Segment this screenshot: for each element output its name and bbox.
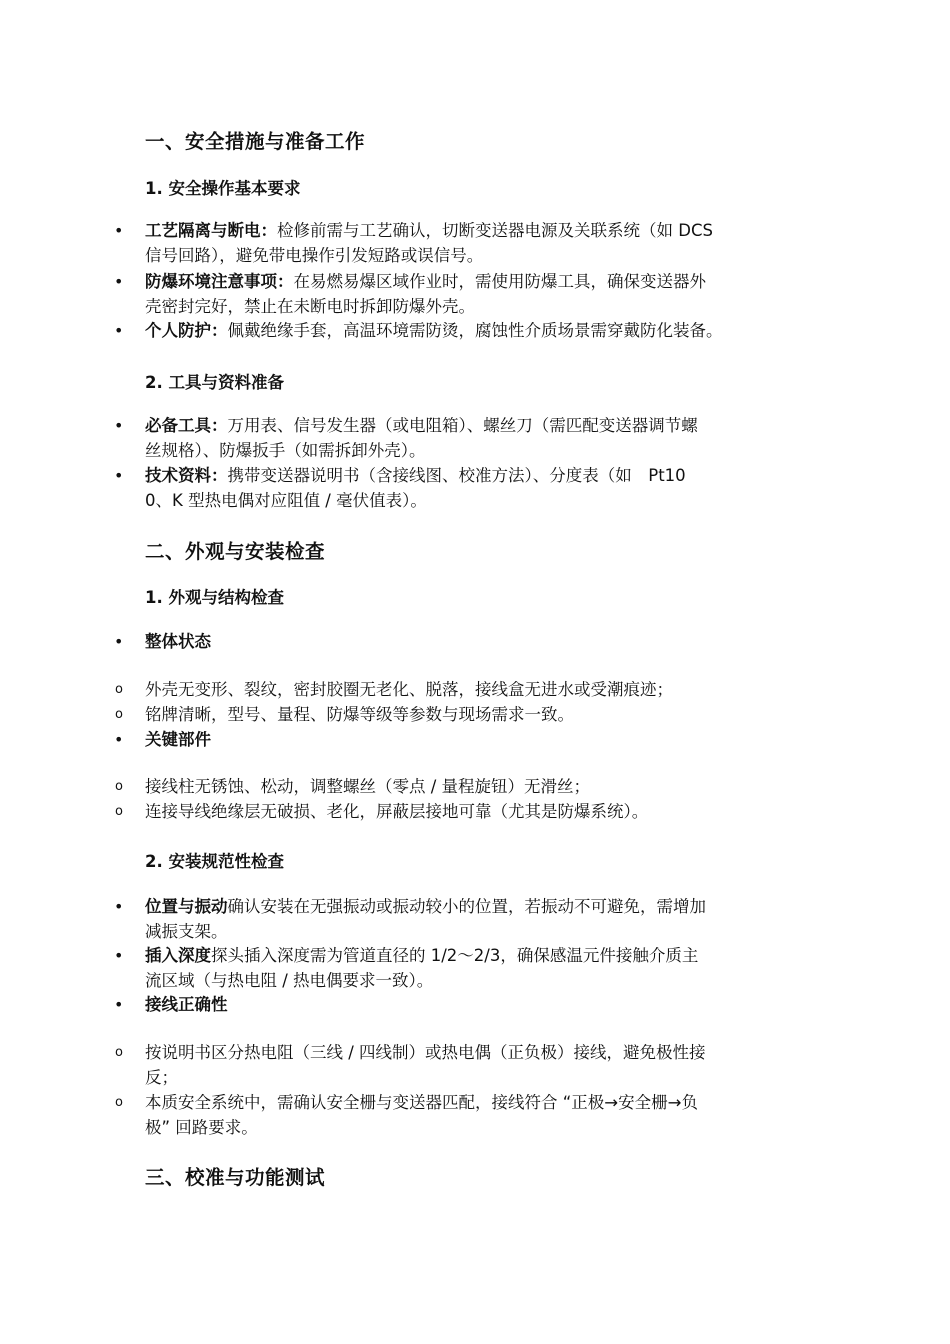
bullet-icon: •	[114, 466, 124, 485]
item-text: 携带变送器说明书（含接线图、校准方法）、分度表（如 Pt10	[227, 466, 686, 485]
list-item: 外壳无变形、裂纹，密封胶圈无老化、脱落，接线盒无进水或受潮痕迹；	[145, 680, 673, 699]
item-text: 在易燃易爆区域作业时，需使用防爆工具，确保变送器外	[293, 272, 706, 291]
group-heading: 关键部件	[145, 730, 211, 749]
item-label: 必备工具：	[145, 416, 228, 435]
list-item	[145, 414, 815, 463]
list-item	[145, 464, 815, 513]
sub-bullet-icon: o	[115, 1045, 123, 1060]
sub-bullet-icon: o	[115, 804, 123, 819]
item-label: 防爆环境注意事项：	[145, 272, 294, 291]
list-item	[145, 1041, 815, 1090]
item-label: 技术资料：	[145, 466, 228, 485]
item-text: 本质安全系统中，需确认安全栅与变送器匹配，接线符合 “正极→安全栅→负	[145, 1093, 698, 1112]
bullet-icon: •	[114, 272, 124, 291]
item-text: 减振支架。	[145, 921, 228, 941]
item-text: 检修前需与工艺确认，切断变送器电源及关联系统（如 DCS	[277, 221, 713, 240]
sub-bullet-icon: o	[115, 1095, 123, 1110]
item-text: 探头插入深度需为管道直径的 1/2～2/3，确保感温元件接触介质主	[211, 946, 699, 965]
item-label: 个人防护：	[145, 321, 228, 340]
bullet-icon: •	[114, 946, 124, 965]
list-item: 铭牌清晰，型号、量程、防爆等级等参数与现场需求一致。	[145, 705, 574, 724]
bullet-icon: •	[114, 416, 124, 435]
item-label: 插入深度	[145, 946, 211, 965]
list-item: 接线柱无锈蚀、松动，调整螺丝（零点 / 量程旋钮）无滑丝；	[145, 777, 591, 796]
section-2-heading: 二、外观与安装检查	[145, 540, 326, 563]
item-text: 0、K 型热电偶对应阻值 / 毫伏值表）。	[145, 490, 427, 510]
subsection-1-1-heading: 1. 安全操作基本要求	[145, 179, 301, 198]
item-text: 确认安装在无强振动或振动较小的位置，若振动不可避免，需增加	[227, 897, 706, 916]
sub-bullet-icon: o	[115, 779, 123, 794]
section-3-heading: 三、校准与功能测试	[145, 1166, 326, 1189]
list-item	[145, 895, 815, 944]
item-text: 反；	[145, 1067, 178, 1087]
item-text: 信号回路），避免带电操作引发短路或误信号。	[145, 245, 484, 265]
bullet-icon: •	[114, 632, 124, 651]
item-label: 工艺隔离与断电：	[145, 221, 277, 240]
list-item	[145, 219, 815, 268]
list-item	[145, 1091, 815, 1140]
sub-bullet-icon: o	[115, 707, 123, 722]
bullet-icon: •	[114, 221, 124, 240]
list-item	[145, 319, 825, 344]
list-item	[145, 270, 815, 319]
section-1-heading: 一、安全措施与准备工作	[145, 130, 366, 153]
group-heading: 整体状态	[145, 632, 211, 651]
item-text: 佩戴绝缘手套，高温环境需防烫，腐蚀性介质场景需穿戴防化装备。	[227, 321, 723, 340]
item-label: 位置与振动	[145, 897, 228, 916]
item-text: 极” 回路要求。	[145, 1117, 258, 1137]
bullet-icon: •	[114, 321, 124, 340]
item-text: 万用表、信号发生器（或电阻箱）、螺丝刀（需匹配变送器调节螺	[227, 416, 698, 435]
list-item	[145, 944, 815, 993]
sub-bullet-icon: o	[115, 682, 123, 697]
bullet-icon: •	[114, 995, 124, 1014]
item-text: 按说明书区分热电阻（三线 / 四线制）或热电偶（正负极）接线，避免极性接	[145, 1043, 706, 1062]
item-text: 壳密封完好，禁止在未断电时拆卸防爆外壳。	[145, 296, 475, 316]
subsection-2-1-heading: 1. 外观与结构检查	[145, 588, 284, 607]
list-item: 连接导线绝缘层无破损、老化，屏蔽层接地可靠（尤其是防爆系统）。	[145, 802, 649, 821]
subsection-2-2-heading: 2. 安装规范性检查	[145, 852, 284, 871]
item-text: 流区域（与热电阻 / 热电偶要求一致）。	[145, 970, 434, 990]
subsection-1-2-heading: 2. 工具与资料准备	[145, 373, 284, 392]
group-heading: 接线正确性	[145, 995, 228, 1014]
bullet-icon: •	[114, 897, 124, 916]
bullet-icon: •	[114, 730, 124, 749]
item-text: 丝规格）、防爆扳手（如需拆卸外壳）。	[145, 440, 426, 460]
